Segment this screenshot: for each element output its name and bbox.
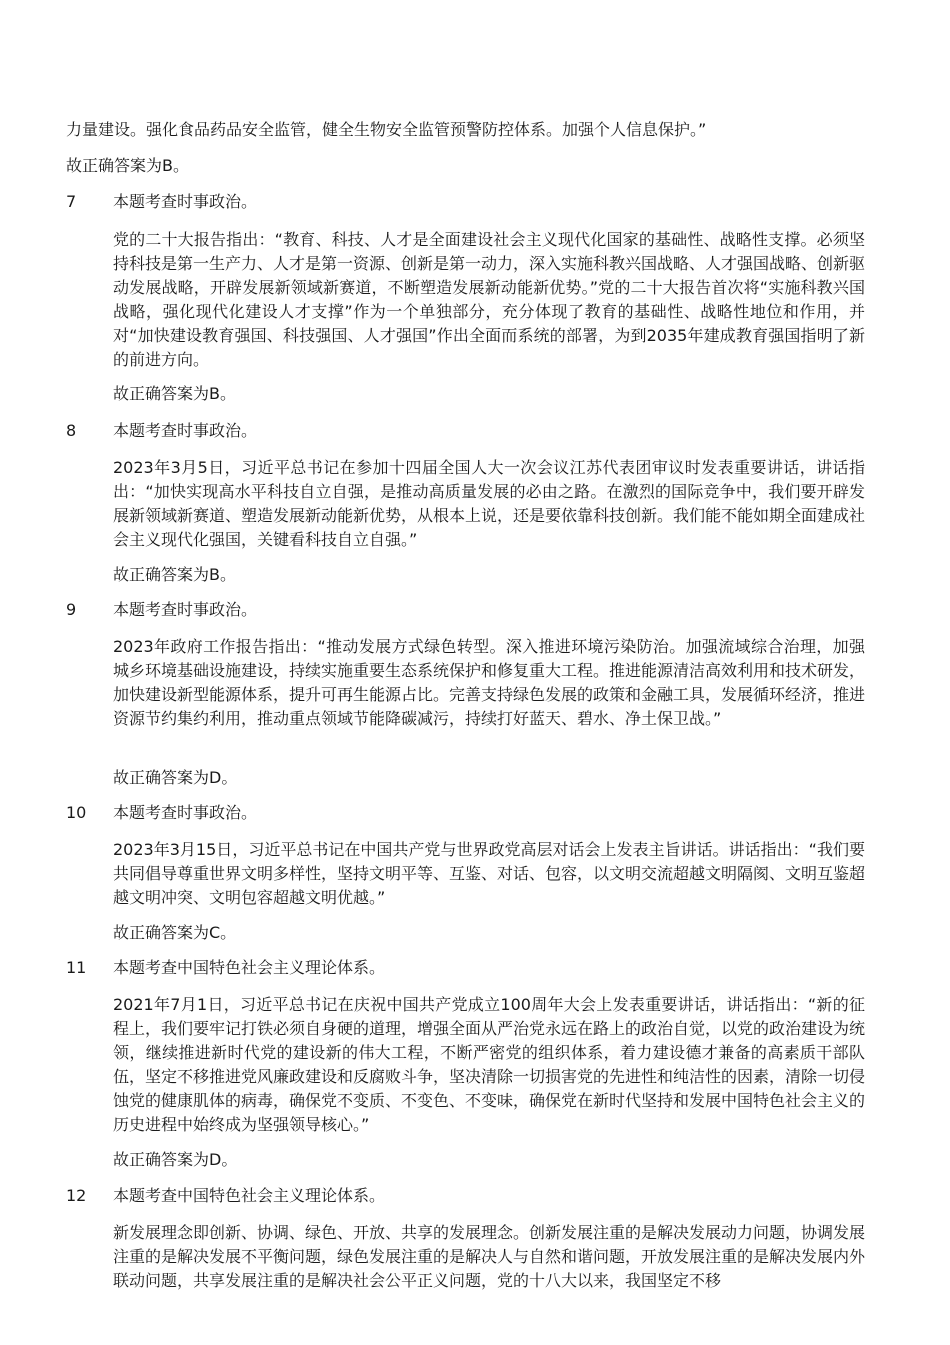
- explanation-text: 2023年3月15日，习近平总书记在中国共产党与世界政党高层对话会上发表主旨讲话。讲话指出：“我们要共同倡导尊重世界文明多样性，坚持文明平等、互鉴、对话、包容，以文明交流超越文明隔阂、文明互鉴超越文明冲突、文明包容超越文明优越。”: [113, 840, 866, 907]
- question-number: 8: [66, 421, 77, 440]
- question-topic: 本题考查时事政治。: [113, 192, 258, 211]
- explanation-text: 新发展理念即创新、协调、绿色、开放、共享的发展理念。创新发展注重的是解决发展动力问题，协调发展注重的是解决发展不平衡问题，绿色发展注重的是解决人与自然和谐问题，开放发展注重的是解决发展内外联动问题，共享发展注重的是解决社会公平正义问题，党的十八大以来，我国坚定不移: [113, 1223, 866, 1290]
- answer-line: 故正确答案为B。: [113, 565, 236, 584]
- question-number: 7: [66, 192, 77, 211]
- question-topic: 本题考查时事政治。: [113, 421, 258, 440]
- intro-continuation: 力量建设。强化食品药品安全监管，健全生物安全监管预警防控体系。加强个人信息保护。”: [66, 120, 707, 139]
- answer-line: 故正确答案为C。: [113, 923, 237, 942]
- question-topic: 本题考查中国特色社会主义理论体系。: [113, 958, 386, 977]
- intro-answer: 故正确答案为B。: [66, 156, 189, 175]
- explanation-text: 2023年政府工作报告指出：“推动发展方式绿色转型。深入推进环境污染防治。加强流域综合治理，加强城乡环境基础设施建设，持续实施重要生态系统保护和修复重大工程。推进能源清洁高效利用和技术研发，加快建设新型能源体系，提升可再生能源占比。完善支持绿色发展的政策和金融工具，发展循环经济，推进资源节约集约利用，推动重点领域节能降碳减污，持续打好蓝天、碧水、净土保卫战。”: [113, 637, 866, 728]
- explanation-text: 2021年7月1日，习近平总书记在庆祝中国共产党成立100周年大会上发表重要讲话，讲话指出：“新的征程上，我们要牢记打铁必须自身硬的道理，增强全面从严治党永远在路上的政治自觉，以党的政治建设为统领，继续推进新时代党的建设新的伟大工程，不断严密党的组织体系，着力建设德才兼备的高素质干部队伍，坚定不移推进党风廉政建设和反腐败斗争，坚决清除一切损害党的先进性和纯洁性的因素，清除一切侵蚀党的健康肌体的病毒，确保党不变质、不变色、不变味，确保党在新时代坚持和发展中国特色社会主义的历史进程中始终成为坚强领导核心。”: [113, 995, 866, 1134]
- question-topic: 本题考查时事政治。: [113, 803, 258, 822]
- question-number: 10: [66, 803, 87, 822]
- question-topic: 本题考查时事政治。: [113, 600, 258, 619]
- question-number: 9: [66, 600, 77, 619]
- explanation-text: 党的二十大报告指出：“教育、科技、人才是全面建设社会主义现代化国家的基础性、战略性支撑。必须坚持科技是第一生产力、人才是第一资源、创新是第一动力，深入实施科教兴国战略、人才强国战略、创新驱动发展战略，开辟发展新领域新赛道，不断塑造发展新动能新优势。”党的二十大报告首次将“实施科教兴国战略，强化现代化建设人才支撑”作为一个单独部分，充分体现了教育的基础性、战略性地位和作用，并对“加快建设教育强国、科技强国、人才强国”作出全面而系统的部署，为到2035年建成教育强国指明了新的前进方向。: [113, 230, 866, 369]
- answer-line: 故正确答案为B。: [113, 384, 236, 403]
- answer-line: 故正确答案为D。: [113, 1150, 238, 1169]
- question-topic: 本题考查中国特色社会主义理论体系。: [113, 1186, 386, 1205]
- answer-line: 故正确答案为D。: [113, 768, 238, 787]
- explanation-text: 2023年3月5日，习近平总书记在参加十四届全国人大一次会议江苏代表团审议时发表重要讲话，讲话指出：“加快实现高水平科技自立自强，是推动高质量发展的必由之路。在激烈的国际竞争中，我们要开辟发展新领域新赛道、塑造发展新动能新优势，从根本上说，还是要依靠科技创新。我们能不能如期全面建成社会主义现代化强国，关键看科技自立自强。”: [113, 458, 866, 549]
- question-number: 11: [66, 958, 87, 977]
- question-number: 12: [66, 1186, 87, 1205]
